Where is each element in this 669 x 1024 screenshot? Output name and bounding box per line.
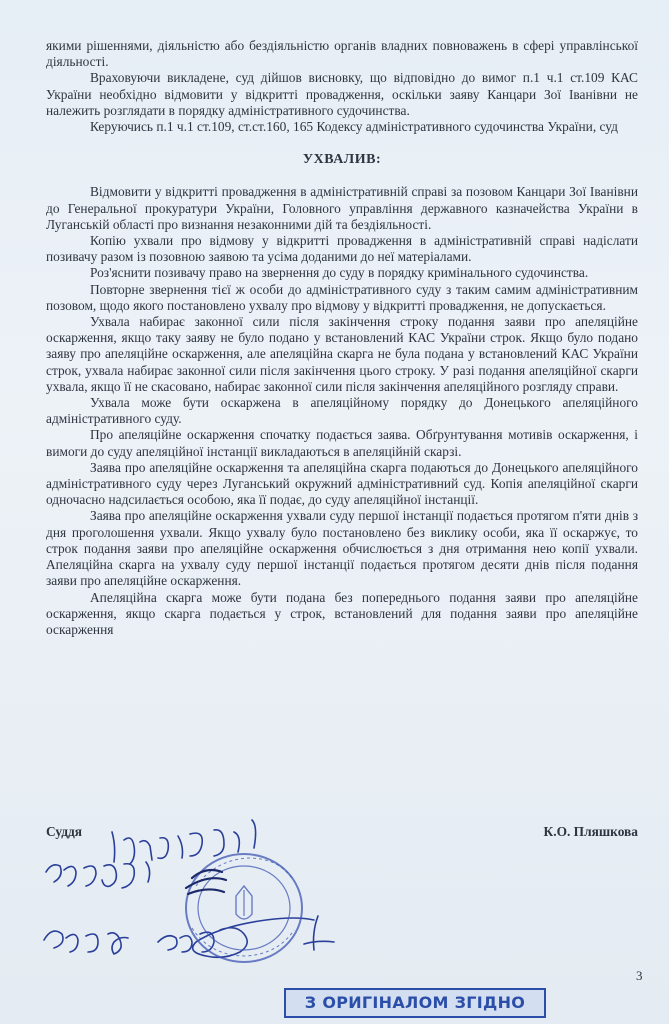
resolution-paragraph: Копію ухвали про відмову у відкритті провадження в адміністративній справі надіслати позивачу разом із позовною заявою та усіма доданими до неї матеріалами. — [46, 233, 638, 265]
court-seal-stamp — [178, 848, 308, 966]
resolution-heading: УХВАЛИВ: — [302, 152, 382, 168]
judge-name: К.О. Пляшкова — [543, 824, 638, 839]
certified-copy-stamp: З ОРИГІНАЛОМ ЗГІДНО — [284, 988, 546, 1018]
judge-label: Суддя — [46, 824, 82, 839]
page-number: 3 — [636, 968, 643, 983]
resolution-paragraph: Заява про апеляційне оскарження та апеляційна скарга подаються до Донецького апеляційного адміністративного суду через Луганський окружний адміністративний суд. Копія апеляційної скарги одночасно надсилається особою, яка її подає, до суду апеляційної інстанції. — [46, 459, 638, 508]
paragraph-intro-continuation: якими рішеннями, діяльністю або бездіяльністю органів владних повноважень в сфері управлінської діяльності. — [46, 38, 638, 70]
resolution-paragraph: Відмовити у відкритті провадження в адміністративній справі за позовом Канцари Зої Іванівни до Генеральної прокуратури України, Головного управління державного казначейства України в Луганській області про визнання незаконними дій та бездіяльності. — [46, 184, 638, 232]
resolution-paragraph: Про апеляційне оскарження спочатку подається заява. Обґрунтування мотивів оскарження, і вимоги до суду апеляційної інстанції викладаються в апеляційній скарзі. — [46, 427, 638, 459]
paragraph-legal-basis: Керуючись п.1 ч.1 ст.109, ст.ст.160, 165 Кодексу адміністративного судочинства України, суд — [90, 119, 618, 135]
paragraph-conclusion: Враховуючи викладене, суд дійшов висновку, що відповідно до вимог п.1 ч.1 ст.109 КАС України необхідно відмовити у відкритті провадження, оскільки заяву Канцари Зої Іванівни не належить розглядати в порядку адміністративного судочинства. — [46, 70, 638, 118]
resolution-paragraph: Повторне звернення тієї ж особи до адміністративного суду з таким самим адміністративним позовом, щодо якого постановлено ухвалу про відмову у відкритті провадження, не допускається. — [46, 281, 638, 313]
resolution-paragraph: Ухвала набирає законної сили після закінчення строку подання заяви про апеляційне оскарження, якщо таку заяву не було подано у встановлений КАС України строк. Якщо було подано заяву про апеляційне оскарження, але апеляційна скарга не була подана у встановлений КАС України строк, ухвала набирає законної сили після закінчення цього строку. У разі подання апеляційної скарги ухвала, якщо її не скасовано, набирає законної сили після закінчення апеляційного розгляду справи. — [46, 314, 638, 394]
resolution-paragraph: Апеляційна скарга може бути подана без попереднього подання заяви про апеляційне оскарження, якщо скарга подається у строк, встановлений для подання заяви про апеляційне оскарження — [46, 589, 638, 637]
resolution-paragraph: Ухвала може бути оскаржена в апеляційному порядку до Донецького апеляційного адміністративного суду. — [46, 395, 638, 427]
resolution-paragraph: Роз'яснити позивачу право на звернення до суду в порядку кримінального судочинства. — [90, 265, 589, 281]
resolution-paragraph: Заява про апеляційне оскарження ухвали суду першої інстанції подається протягом п'яти днів з дня проголошення ухвали. Якщо ухвалу було постановлено без виклику особи, яка її оскаржує, то строк подання заяви про апеляційне оскарження обчислюється з дня отримання нею копії ухвали. Апеляційна скарга на ухвалу суду першої інстанції подається протягом десяти днів після подання заяви про апеляційне оскарження. — [46, 508, 638, 589]
